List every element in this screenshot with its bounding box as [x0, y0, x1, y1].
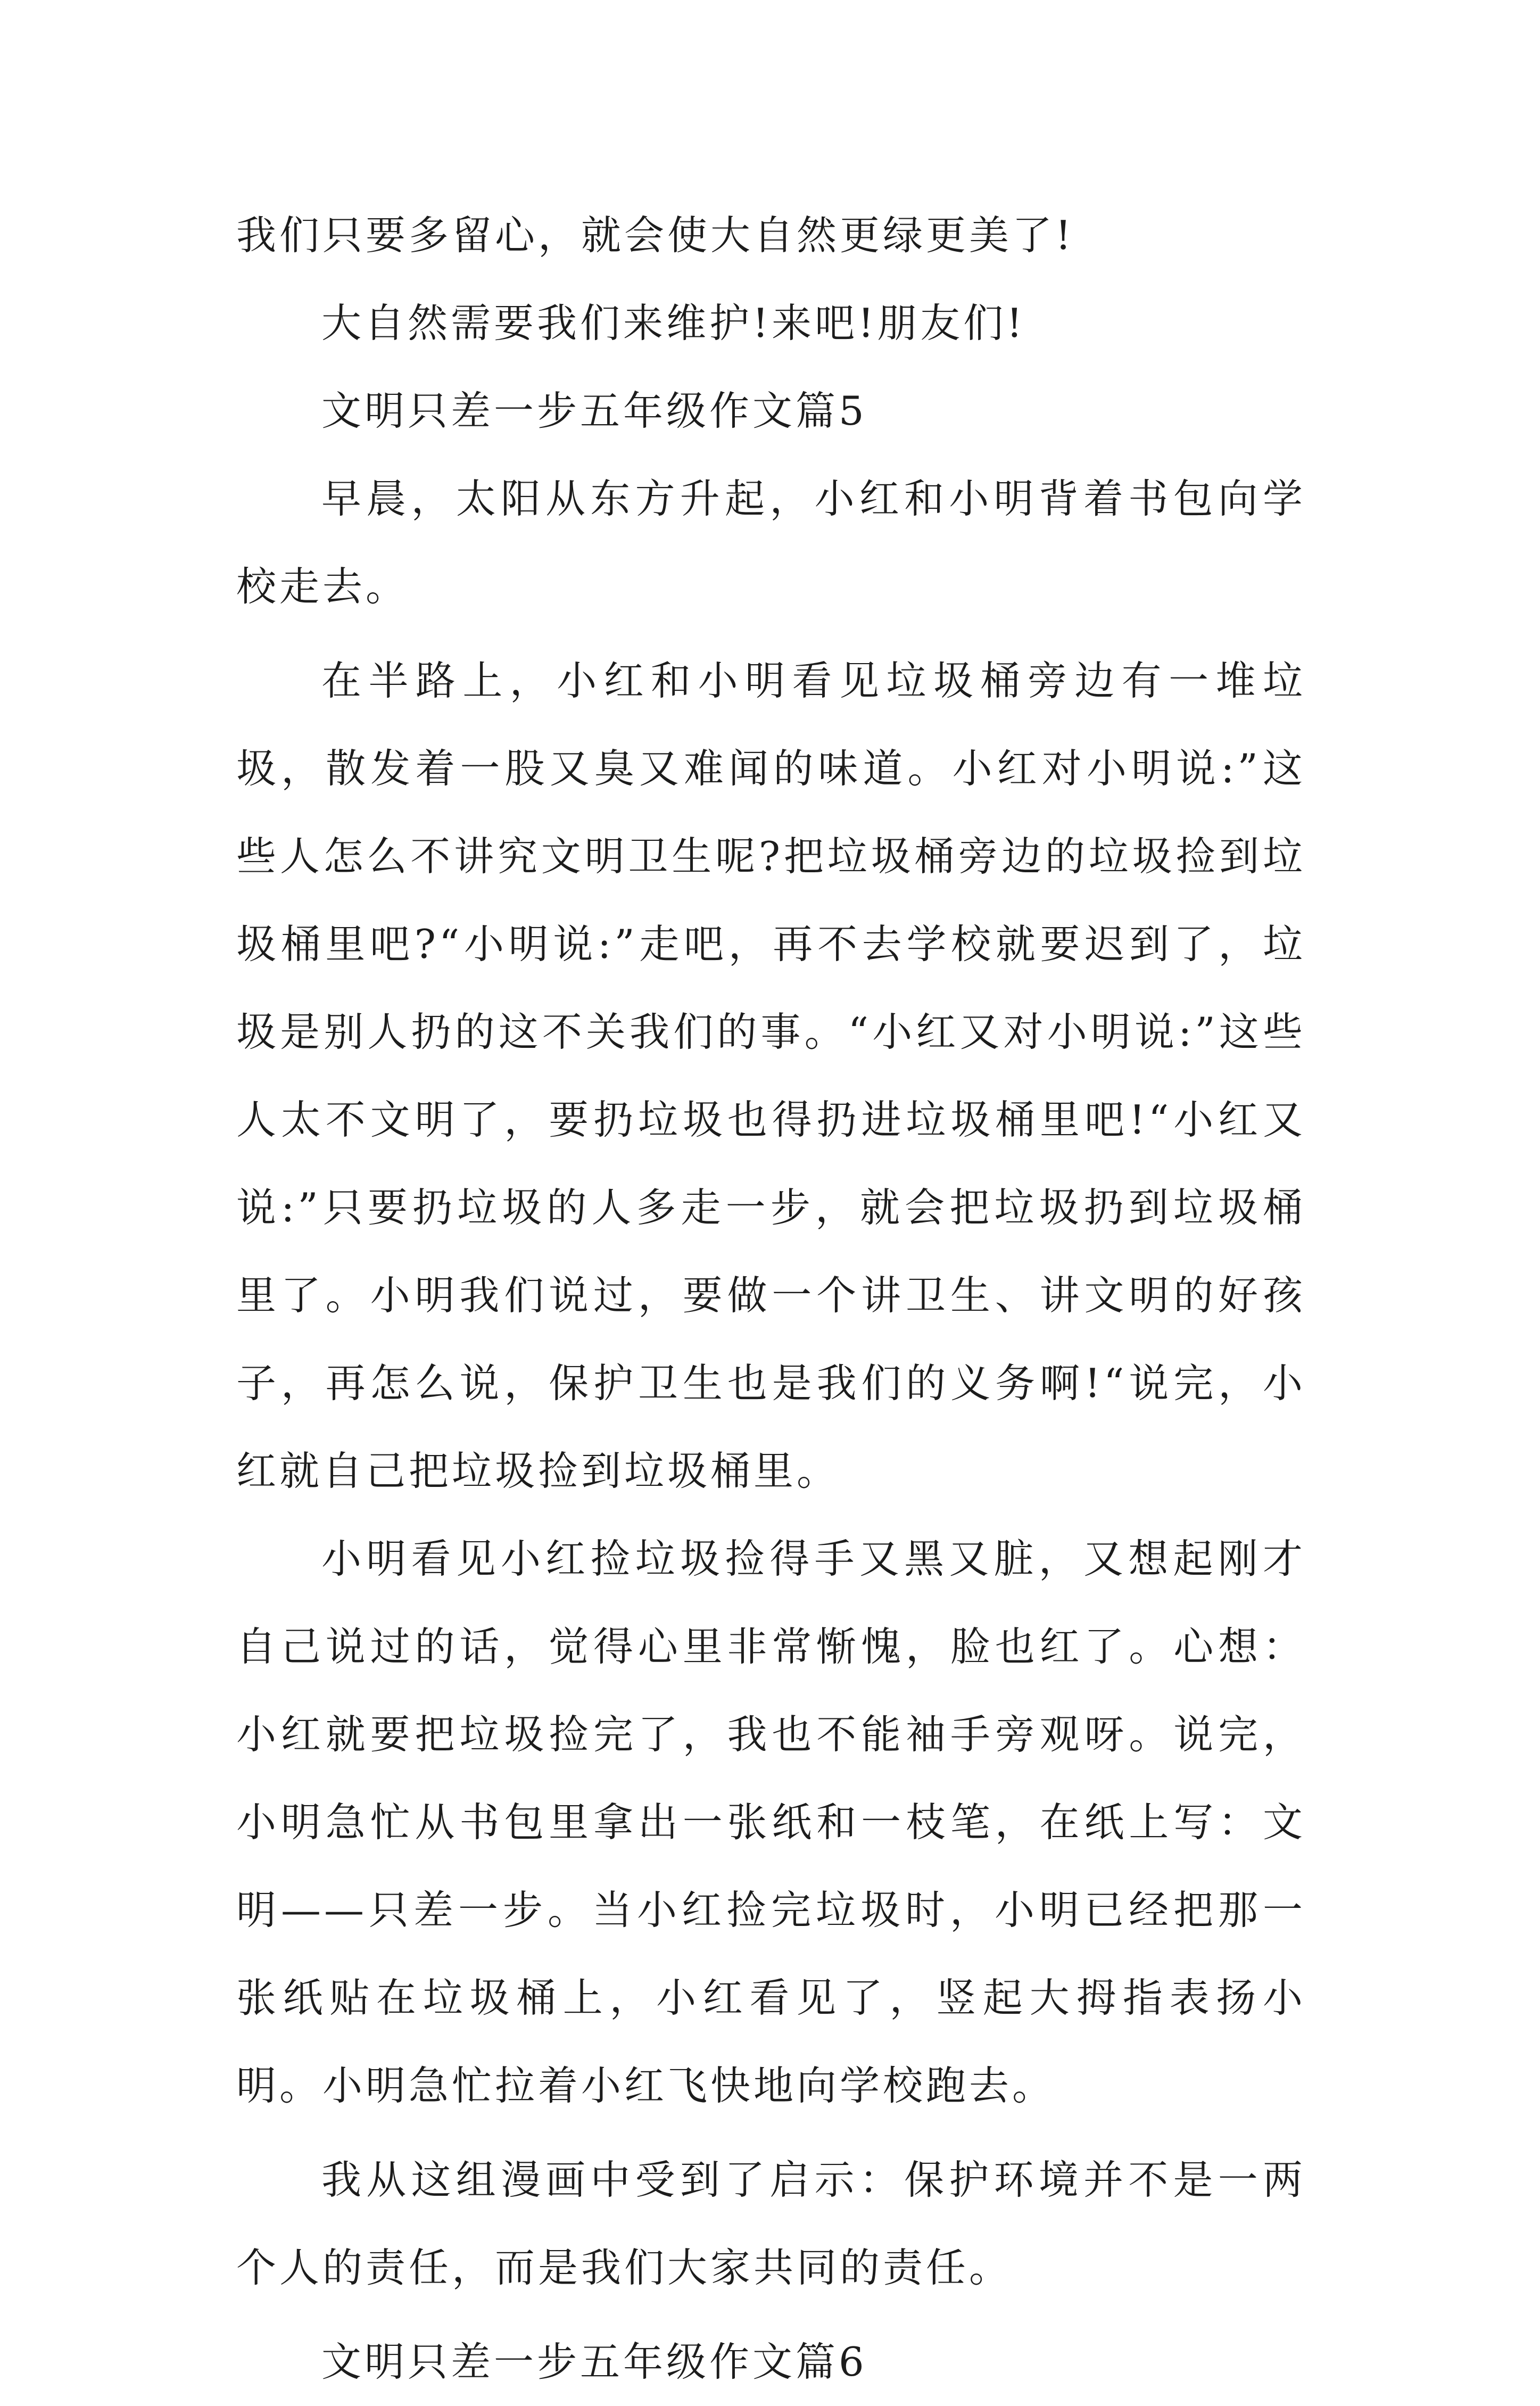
document-body: [236, 192, 1306, 2406]
paragraph-xiaoming: 小明看见小红捡垃圾捡得手又黑又脏，又想起刚才自己说过的话，觉得心里非常惭愧，脸也红了。心想：小红就要把垃圾捡完了，我也不能袖手旁观呀。说完，小明急忙从书包里拿出一张纸和一枝笔，在纸上写：文明——只差一步。当小红捡完垃圾时，小明已经把那一张纸贴在垃圾桶上，小红看见了，竖起大拇指表扬小明。小明急忙拉着小红飞快地向学校跑去。: [236, 1535, 1306, 2109]
paragraph-closing: 大自然需要我们来维护!来吧!朋友们!: [321, 300, 1026, 346]
paragraph-reflection: 我从这组漫画中受到了启示：保护环境并不是一两个人的责任，而是我们大家共同的责任。: [236, 2156, 1306, 2291]
paragraph-continuation: 我们只要多留心，就会使大自然更绿更美了!: [236, 212, 1075, 259]
paragraph-morning: 早晨，太阳从东方升起，小红和小明背着书包向学校走去。: [236, 475, 1306, 610]
section-heading-5: 文明只差一步五年级作文篇5: [321, 387, 867, 434]
paragraph-dialogue: 在半路上，小红和小明看见垃圾桶旁边有一堆垃圾，散发着一股又臭又难闻的味道。小红对小明说:”这些人怎么不讲究文明卫生呢?把垃圾桶旁边的垃圾捡到垃圾桶里吧?“小明说:”走吧，再不去学校就要迟到了，垃圾是别人扔的这不关我们的事。“小红又对小明说:”这些人太不文明了，要扔垃圾也得扔进垃圾桶里吧!“小红又说:”只要扔垃圾的人多走一步，就会把垃圾扔到垃圾桶里了。小明我们说过，要做一个讲卫生、讲文明的好孩子，再怎么说，保护卫生也是我们的义务啊!“说完，小红就自己把垃圾捡到垃圾桶里。: [236, 657, 1306, 1494]
section-heading-6: 文明只差一步五年级作文篇6: [321, 2338, 867, 2385]
